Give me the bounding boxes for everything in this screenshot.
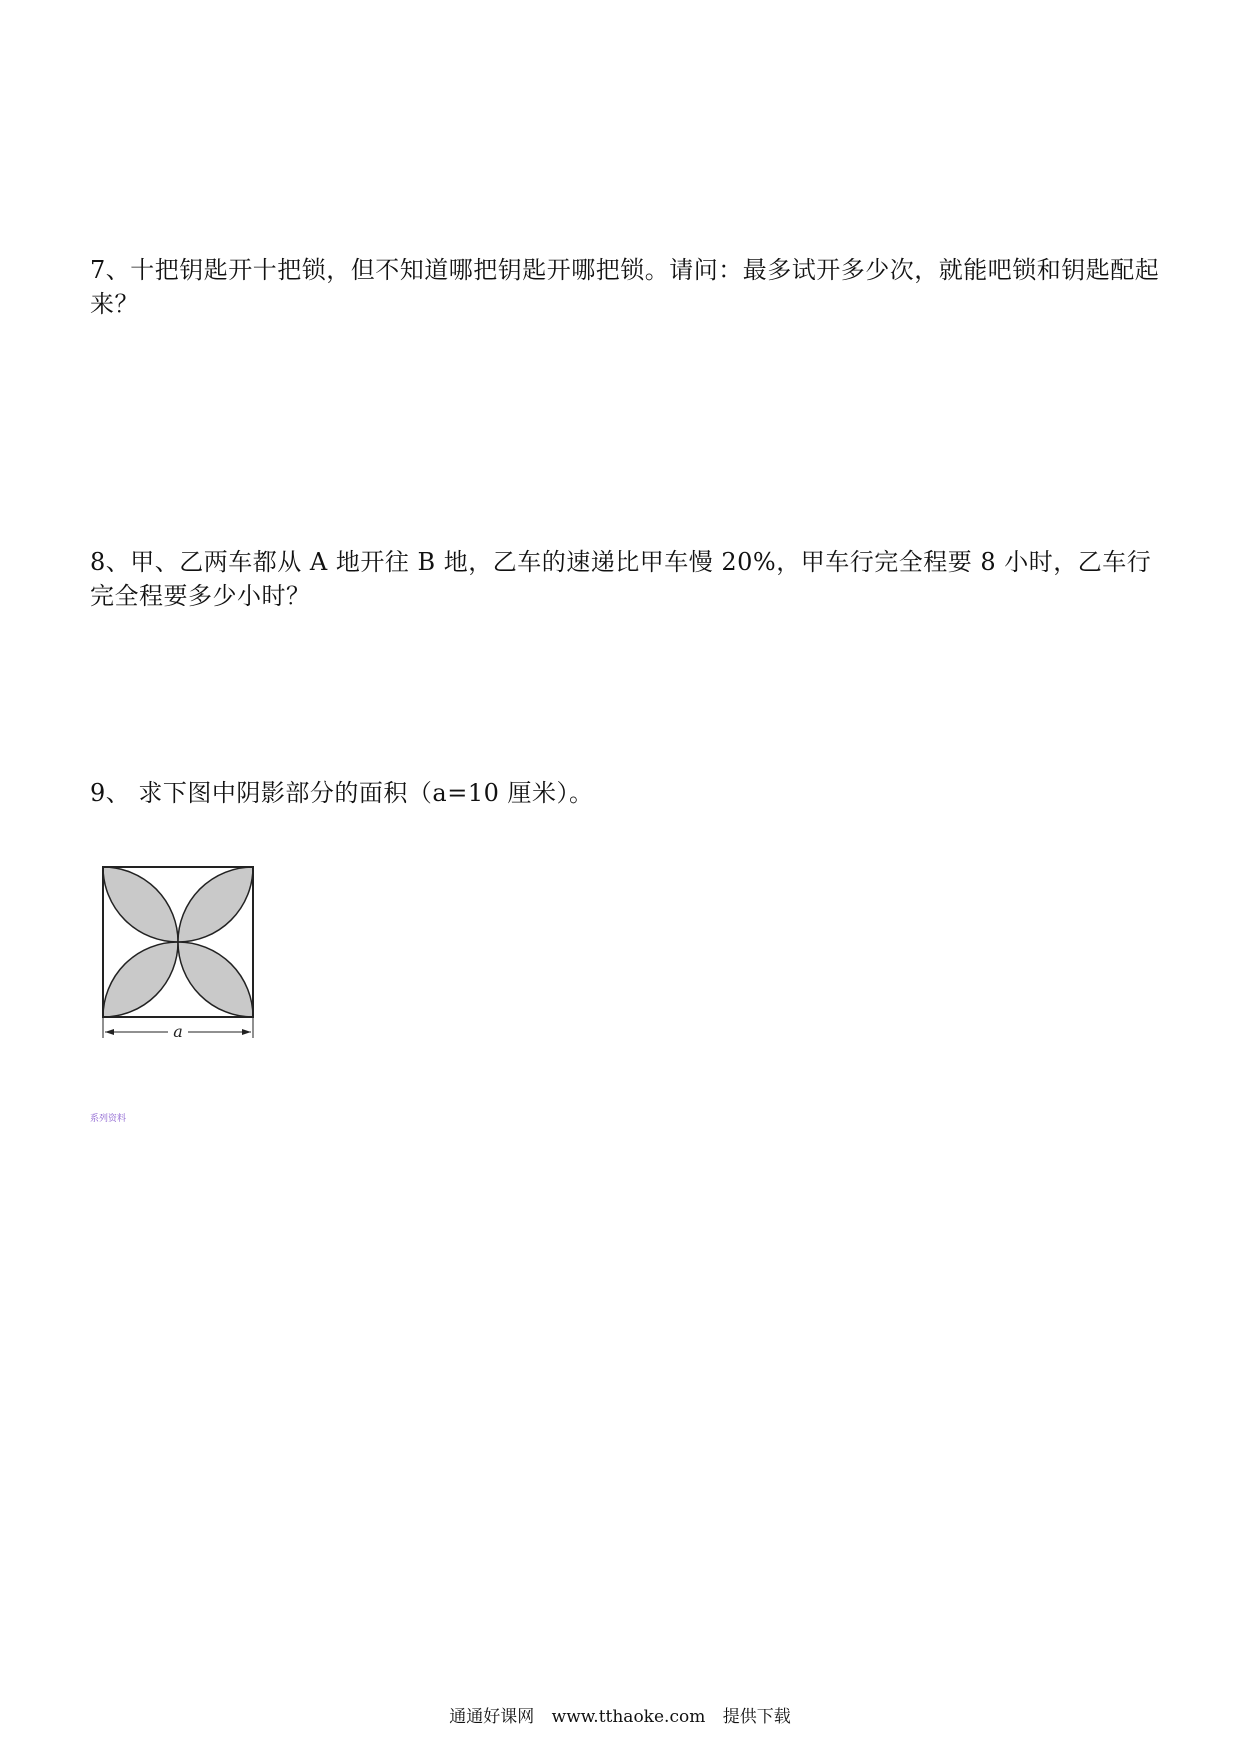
page-footer — [0, 1702, 1240, 1727]
petal-bottom-right — [178, 942, 253, 1017]
footer-url[interactable]: www.tthaoke.com — [551, 1707, 706, 1727]
question-9: 9、 求下图中阴影部分的面积（a=10 厘米）。 — [90, 779, 594, 807]
question-7: 7、十把钥匙开十把锁，但不知道哪把钥匙开哪把锁。请问：最多试开多少次，就能吧锁和钥匙配起来？ — [90, 256, 1160, 318]
footer-site-name: 通通好课网 — [449, 1707, 535, 1727]
series-materials-link[interactable]: 系列资料 — [90, 1114, 127, 1124]
question-8: 8、甲、乙两车都从 A 地开往 B 地，乙车的速递比甲车慢 20%，甲车行完全程要 8 小时，乙车行完全程要多少小时？ — [90, 548, 1152, 610]
petal-top-right — [178, 867, 253, 942]
arrow-left — [105, 1029, 114, 1035]
square-petal-diagram — [96, 862, 266, 1042]
petal-top-left — [103, 867, 178, 942]
shaded-petals — [103, 867, 253, 1017]
petal-bottom-left — [103, 942, 178, 1017]
shaded-area-figure — [96, 862, 266, 1042]
arrow-right — [242, 1029, 251, 1035]
footer-note: 提供下载 — [722, 1707, 791, 1727]
dimension-label: a — [173, 1022, 183, 1041]
